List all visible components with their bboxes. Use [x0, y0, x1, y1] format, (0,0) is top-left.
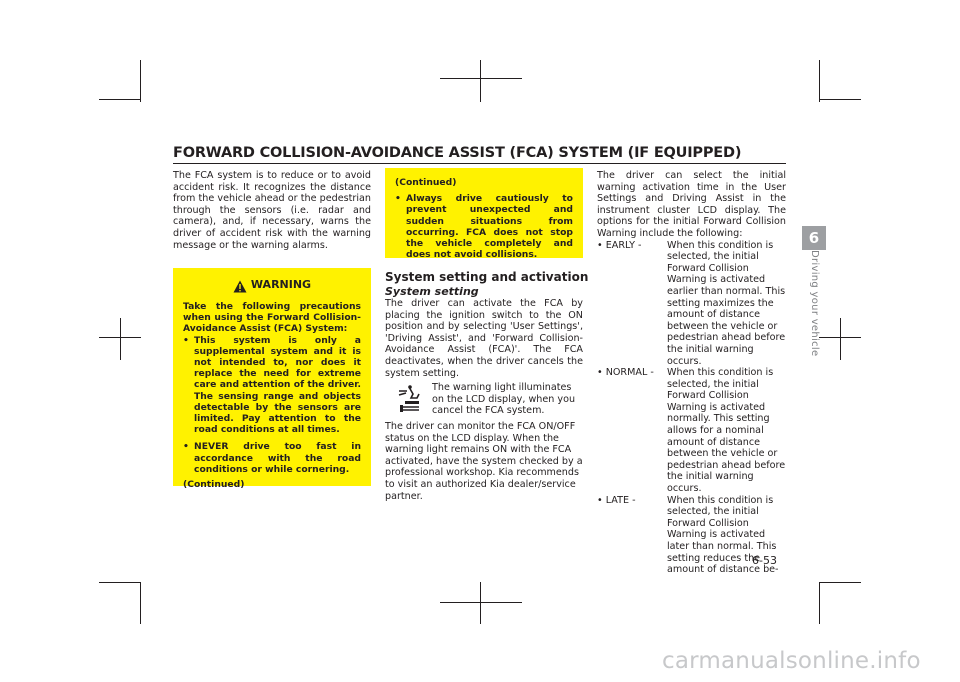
- warning-continued-content: [395, 177, 573, 260]
- warning-lead: Take the following precautions when using the Forward Collision-Avoidance Assist (FCA) System:: [183, 301, 361, 335]
- warning-bullet-3: • Always drive cautiously to prevent unexpected and sudden situations from occurring. FCA does not stop the vehicle completely and does not avoid collisions.: [395, 193, 573, 261]
- warning-triangle-icon: [233, 278, 247, 291]
- warning-bullet-1-text: This system is only a supplemental system and it is not intended to, nor does it replace the need for extreme care and attention of the driver. The sensing range and objects detectable by the sensors are limited. Pay attention to the road conditions at all times.: [194, 334, 361, 436]
- warning-bullet-3-text: Always drive cautiously to prevent unexpected and sudden situations from occurring. FCA does not stop the vehicle completely and does not avoid collisions.: [406, 193, 573, 261]
- option-late-label: • LATE -: [597, 494, 636, 506]
- warning-bullet-2: • NEVER drive too fast in accordance with the road conditions or while cornering.: [183, 441, 361, 475]
- page-heading: FORWARD COLLISION-AVOIDANCE ASSIST (FCA) SYSTEM (IF EQUIPPED): [173, 145, 742, 161]
- chapter-tab: 6: [802, 226, 826, 250]
- option-early-text: When this condition is selected, the initial Forward Collision Warning is activated earlier than normal. This setting maximizes the amount of distance between the vehicle or pedestrian ahead before the initial warning occurs.: [667, 239, 786, 367]
- warning-content: [183, 301, 361, 490]
- section-title: System setting and activation: [385, 270, 589, 284]
- warning-title: WARNING: [250, 278, 312, 291]
- option-normal-text: When this condition is selected, the initial Forward Collision Warning is activated normally. This setting allows for a nominal amount of distance between the vehicle or pedestrian ahead before the initial warning occurs.: [667, 367, 786, 495]
- option-normal: [597, 367, 786, 495]
- warning-header: [173, 278, 371, 291]
- system-setting-paragraph: The driver can activate the FCA by placing the ignition switch to the ON position and by selecting 'User Settings', 'Driving Assist', and 'Forward Collision-Avoidance Assist (FCA)'. The FCA deactivates, when the driver cancels the system setting.: [385, 298, 583, 379]
- column-3: [597, 170, 786, 576]
- warning-continued: (Continued): [183, 479, 245, 491]
- subsection-title: System setting: [385, 285, 479, 298]
- chapter-side-label: Driving your vehicle: [809, 250, 820, 357]
- option-normal-label: • NORMAL -: [597, 367, 654, 379]
- column-1: [173, 170, 371, 251]
- continued-label: (Continued): [395, 177, 457, 188]
- status-paragraph: The driver can monitor the FCA ON/OFF status on the LCD display. When the warning light remains ON with the FCA activated, have the system checked by a professional workshop. Kia recommends to visit an authorized Kia dealer/service partner.: [385, 421, 583, 502]
- warning-box: [173, 268, 371, 491]
- icon-caption: The warning light illuminates on the LCD display, when you cancel the FCA system.: [432, 382, 576, 417]
- option-late-text: When this condition is selected, the initial Forward Collision Warning is activated later than normal. This setting reduces the amount of distance be-: [667, 494, 779, 576]
- warning-bullet-1: • This system is only a supplemental system and it is not intended to, nor does it replace the need for extreme care and attention of the driver. The sensing range and objects detectable by the sensors are limited. Pay attention to the road conditions at all times.: [183, 334, 361, 436]
- fca-intro-paragraph: The FCA system is to reduce or to avoid accident risk. It recognizes the distance from the vehicle ahead or the pedestrian through the sensors (i.e. radar and camera), and, if necessary, warns the driver of accident risk with the warning message or the warning alarms.: [173, 170, 371, 251]
- heading-rule: [173, 163, 786, 164]
- warning-bullet-2-text: NEVER drive too fast in accordance with the road conditions or while cornering.: [194, 441, 361, 475]
- option-early: [597, 240, 786, 368]
- option-early-label: • EARLY -: [597, 239, 642, 251]
- fca-off-warning-icon: [395, 384, 425, 414]
- warning-timing-intro: The driver can select the initial warning activation time in the User Settings and Driving Assist in the instrument cluster LCD display. The options for the initial Forward Collision Warning include the following:: [597, 170, 786, 239]
- watermark: carmanualsonline.info: [662, 648, 921, 674]
- page-number: 6-53: [752, 554, 777, 567]
- warning-box-continued: [385, 168, 583, 261]
